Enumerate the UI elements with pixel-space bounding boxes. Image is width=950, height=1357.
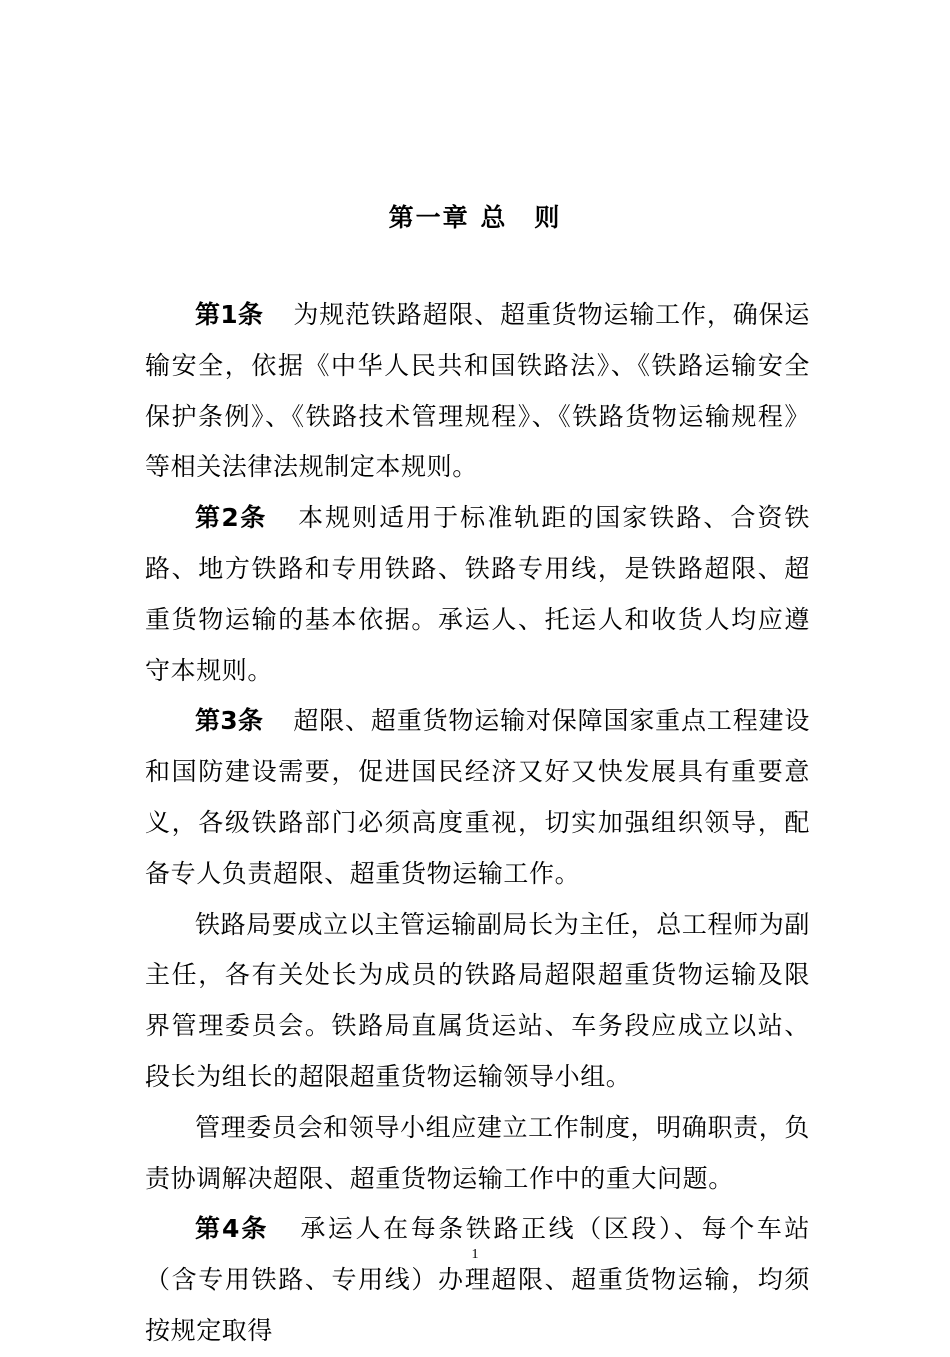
paragraph-text: 超限、超重货物运输对保障国家重点工程建设和国防建设需要，促进国民经济又好又快发展具有重要意义，各级铁路部门必须高度重视，切实加强组织领导，配备专人负责超限、超重货物运输工作。 [145,706,810,888]
paragraph-text: 承运人在每条铁路正线（区段）、每个车站（含专用铁路、专用线）办理超限、超重货物运输，均须按规定取得 [145,1214,810,1345]
chapter-title: 第一章 总 则 [388,203,562,232]
article-label: 第2条 [195,503,267,533]
paragraph-article-1 [145,290,810,493]
paragraph-article-3 [145,696,810,899]
paragraph-text: 为规范铁路超限、超重货物运输工作，确保运输安全，依据《中华人民共和国铁路法》、《铁路运输安全保护条例》、《铁路技术管理规程》、《铁路货物运输规程》等相关法律法规制定本规则。 [145,300,810,482]
paragraph-article-2 [145,493,810,696]
paragraph-article-4 [145,1204,810,1356]
article-label: 第3条 [195,706,264,736]
paragraph-duties [145,1103,810,1205]
paragraph-committee [145,900,810,1103]
article-label: 第1条 [195,300,264,329]
article-label: 第4条 [195,1214,269,1244]
paragraph-text: 铁路局要成立以主管运输副局长为主任，总工程师为副主任，各有关处长为成员的铁路局超限超重货物运输及限界管理委员会。铁路局直属货运站、车务段应成立以站、段长为组长的超限超重货物运输领导小组。 [145,909,810,1091]
body-text [145,290,810,1357]
paragraph-text: 本规则适用于标准轨距的国家铁路、合资铁路、地方铁路和专用铁路、铁路专用线，是铁路超限、超重货物运输的基本依据。承运人、托运人和收货人均应遵守本规则。 [145,503,810,685]
page-number: 1 [471,1247,479,1262]
paragraph-text: 管理委员会和领导小组应建立工作制度，明确职责，负责协调解决超限、超重货物运输工作中的重大问题。 [145,1112,810,1193]
